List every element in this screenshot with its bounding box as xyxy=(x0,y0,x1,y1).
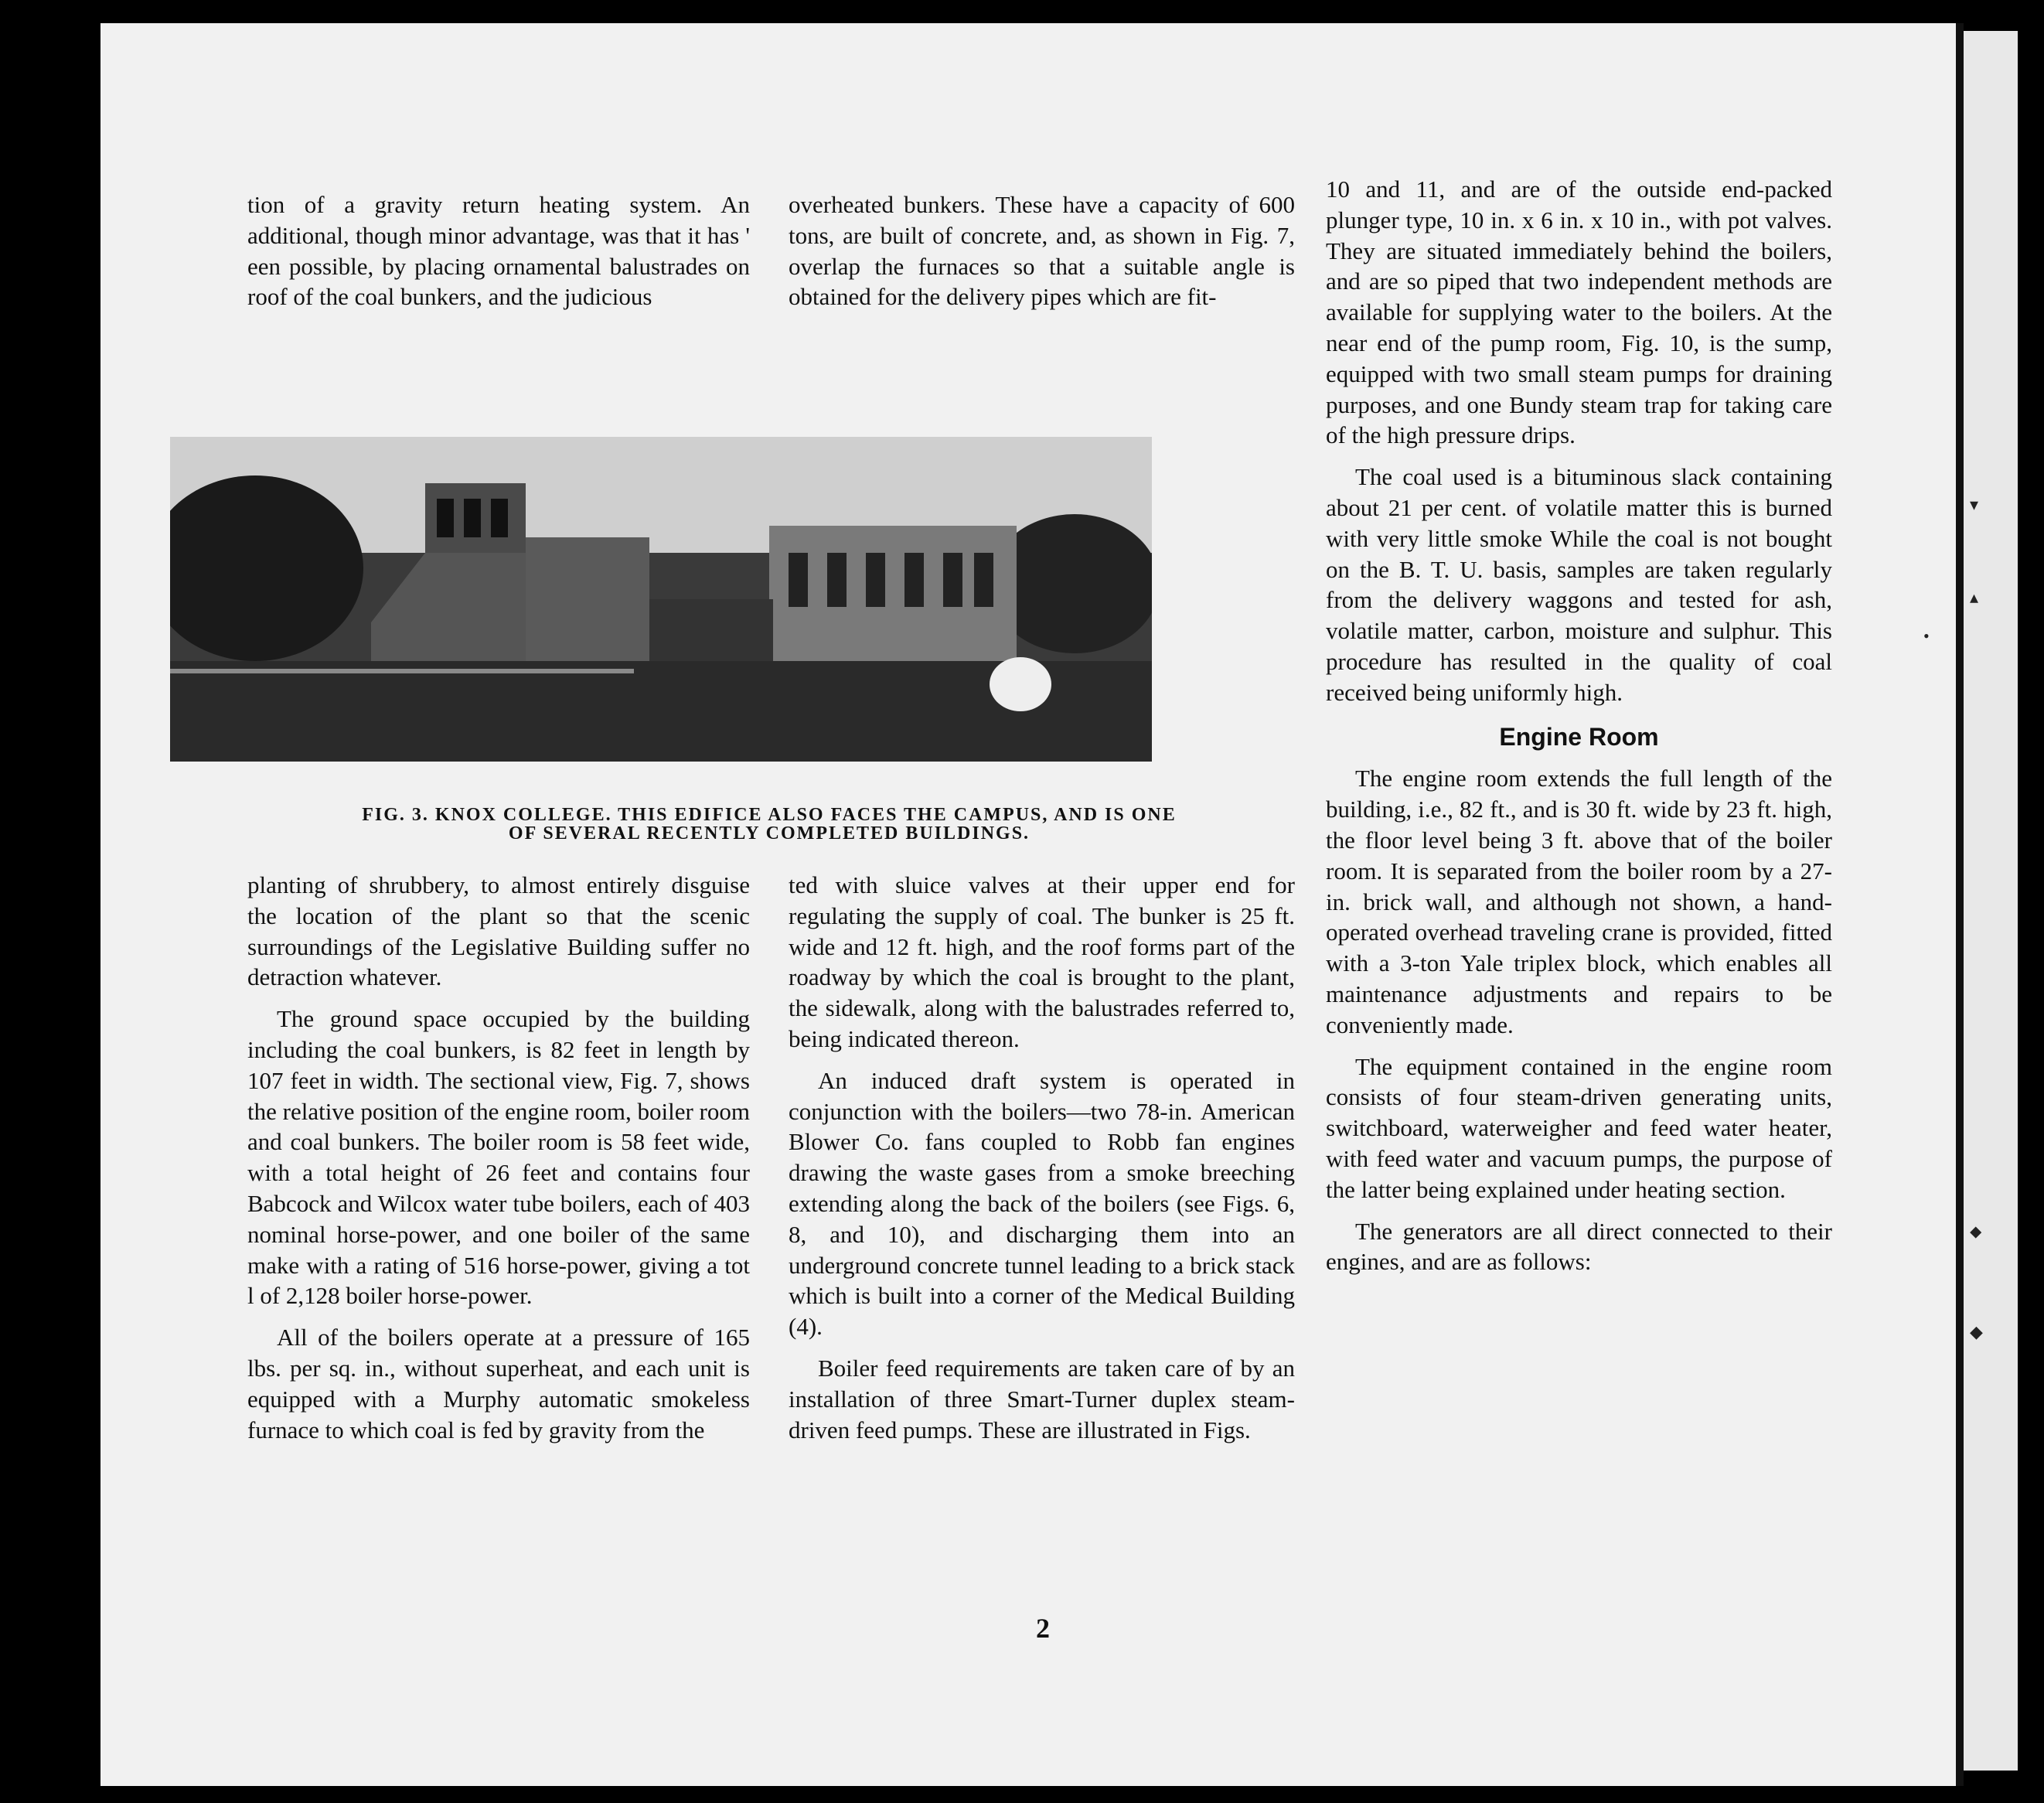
column-2-top xyxy=(789,189,1295,312)
column-1-top xyxy=(247,189,750,312)
next-page-edge xyxy=(1964,31,2018,1771)
paragraph: The coal used is a bituminous slack containing about 21 per cent. of volatile matter this is burned with very little smoke While the coal is not bought on the B. T. U. basis, samples are taken regularly from the delivery waggons and tested for ash, volatile matter, carbon, moisture and sulphur. This procedure has resulted in the quality of coal received being uniformly high. xyxy=(1326,463,1832,706)
page-fold xyxy=(1956,23,1964,1786)
arrow-mark-icon: ▾ xyxy=(1970,495,1979,514)
paragraph: Boiler feed requirements are taken care of by an installation of three Smart-Turner duplex steam-driven feed pumps. These are illustrated in Figs. xyxy=(789,1354,1295,1443)
paragraph: All of the boilers operate at a pressure of 165 lbs. per sq. in., without superheat, and each unit is equipped with a Murphy automatic smokeless furnace to which coal is fed by gravity from the xyxy=(247,1324,750,1443)
arrow-mark-icon: ◆ xyxy=(1970,1322,1983,1341)
caption-line-2: OF SEVERAL RECENTLY COMPLETED BUILDINGS. xyxy=(508,823,1031,844)
paragraph: ted with sluice valves at their upper end for regulating the supply of coal. The bunker is 25 ft. wide and 12 ft. high, and the roof forms part of the roadway by which the coal is brought to the plant, the sidewalk, along with the balustrades referred to, being indicated thereon. xyxy=(789,871,1295,1052)
dot-mark-icon: • xyxy=(1923,626,1930,646)
column-2-bottom xyxy=(789,870,1295,1445)
paragraph: The engine room extends the full length of the building, i.e., 82 ft., and is 30 ft. wide by 23 ft. high, the floor level being 3 ft. above that of the boiler room. It is separated from the boiler room by a 27-in. brick wall, and although not shown, a hand-operated overhead traveling crane is provided, fitted with a 3-ton Yale triplex block, which enables all maintenance adjustments and repairs to be conveniently made. xyxy=(1326,765,1832,1038)
caption-line-1: FIG. 3. KNOX COLLEGE. THIS EDIFICE ALSO FACES THE CAMPUS, AND IS ONE xyxy=(362,805,1177,825)
paragraph: The generators are all direct connected to their engines, and are as follows: xyxy=(1326,1217,1832,1276)
figure-caption xyxy=(263,806,1276,843)
column-1-bottom xyxy=(247,870,750,1445)
arrow-mark-icon: ▴ xyxy=(1970,588,1979,607)
section-heading: Engine Room xyxy=(1499,722,1659,751)
paragraph: tion of a gravity return heating system. An additional, though minor advantage, was that it has ' een possible, by placing ornamental balustrades on roof of the coal bunkers, and the judicious xyxy=(247,191,750,311)
paragraph: The equipment contained in the engine room consists of four steam-driven generating units, switchboard, waterweigher and feed water heater, with feed water and vacuum pumps, the purpose of the latter being explained under heating section. xyxy=(1326,1052,1832,1203)
arrow-mark-icon: ⬥ xyxy=(1970,1222,1982,1241)
paragraph: An induced draft system is operated in conjunction with the boilers—two 78-in. American Blower Co. fans coupled to Robb fan engines drawing the waste gases from a smoke breeching extending along the back of the boilers (see Figs. 6, 8, and 10), and discharging them into an underground concrete tunnel leading to a brick stack which is built into a corner of the Medical Building (4). xyxy=(789,1066,1295,1341)
paragraph: The ground space occupied by the building including the coal bunkers, is 82 feet in length by 107 feet in width. The sectional view, Fig. 7, shows the relative position of the engine room, boiler room and coal bunkers. The boiler room is 58 feet wide, with a total height of 26 feet and contains four Babcock and Wilcox water tube boilers, each of 403 nominal horse-power, and one boiler of the same make with a rating of 516 horse-power, giving a tot l of 2,128 boiler horse-power. xyxy=(247,1005,750,1310)
paragraph: planting of shrubbery, to almost entirely disguise the location of the plant so that the scenic surroundings of the Legislative Building suffer no detraction whatever. xyxy=(247,871,750,991)
column-3 xyxy=(1326,174,1832,1277)
page-number: 2 xyxy=(1036,1613,1050,1644)
building-photo-icon xyxy=(170,437,1152,762)
paragraph: overheated bunkers. These have a capacity of 600 tons, are built of concrete, and, as shown in Fig. 7, overlap the furnaces so that a suitable angle is obtained for the delivery pipes which are fit- xyxy=(789,191,1295,311)
figure-photo-knox-college xyxy=(170,437,1152,762)
paragraph: 10 and 11, and are of the outside end-packed plunger type, 10 in. x 6 in. x 10 in., with pot valves. They are situated immediately behind the boilers, and are so piped that two independent methods are available for supplying water to the boilers. At the near end of the pump room, Fig. 10, is the sump, equipped with two small steam pumps for draining purposes, and one Bundy steam trap for taking care of the high pressure drips. xyxy=(1326,176,1832,449)
